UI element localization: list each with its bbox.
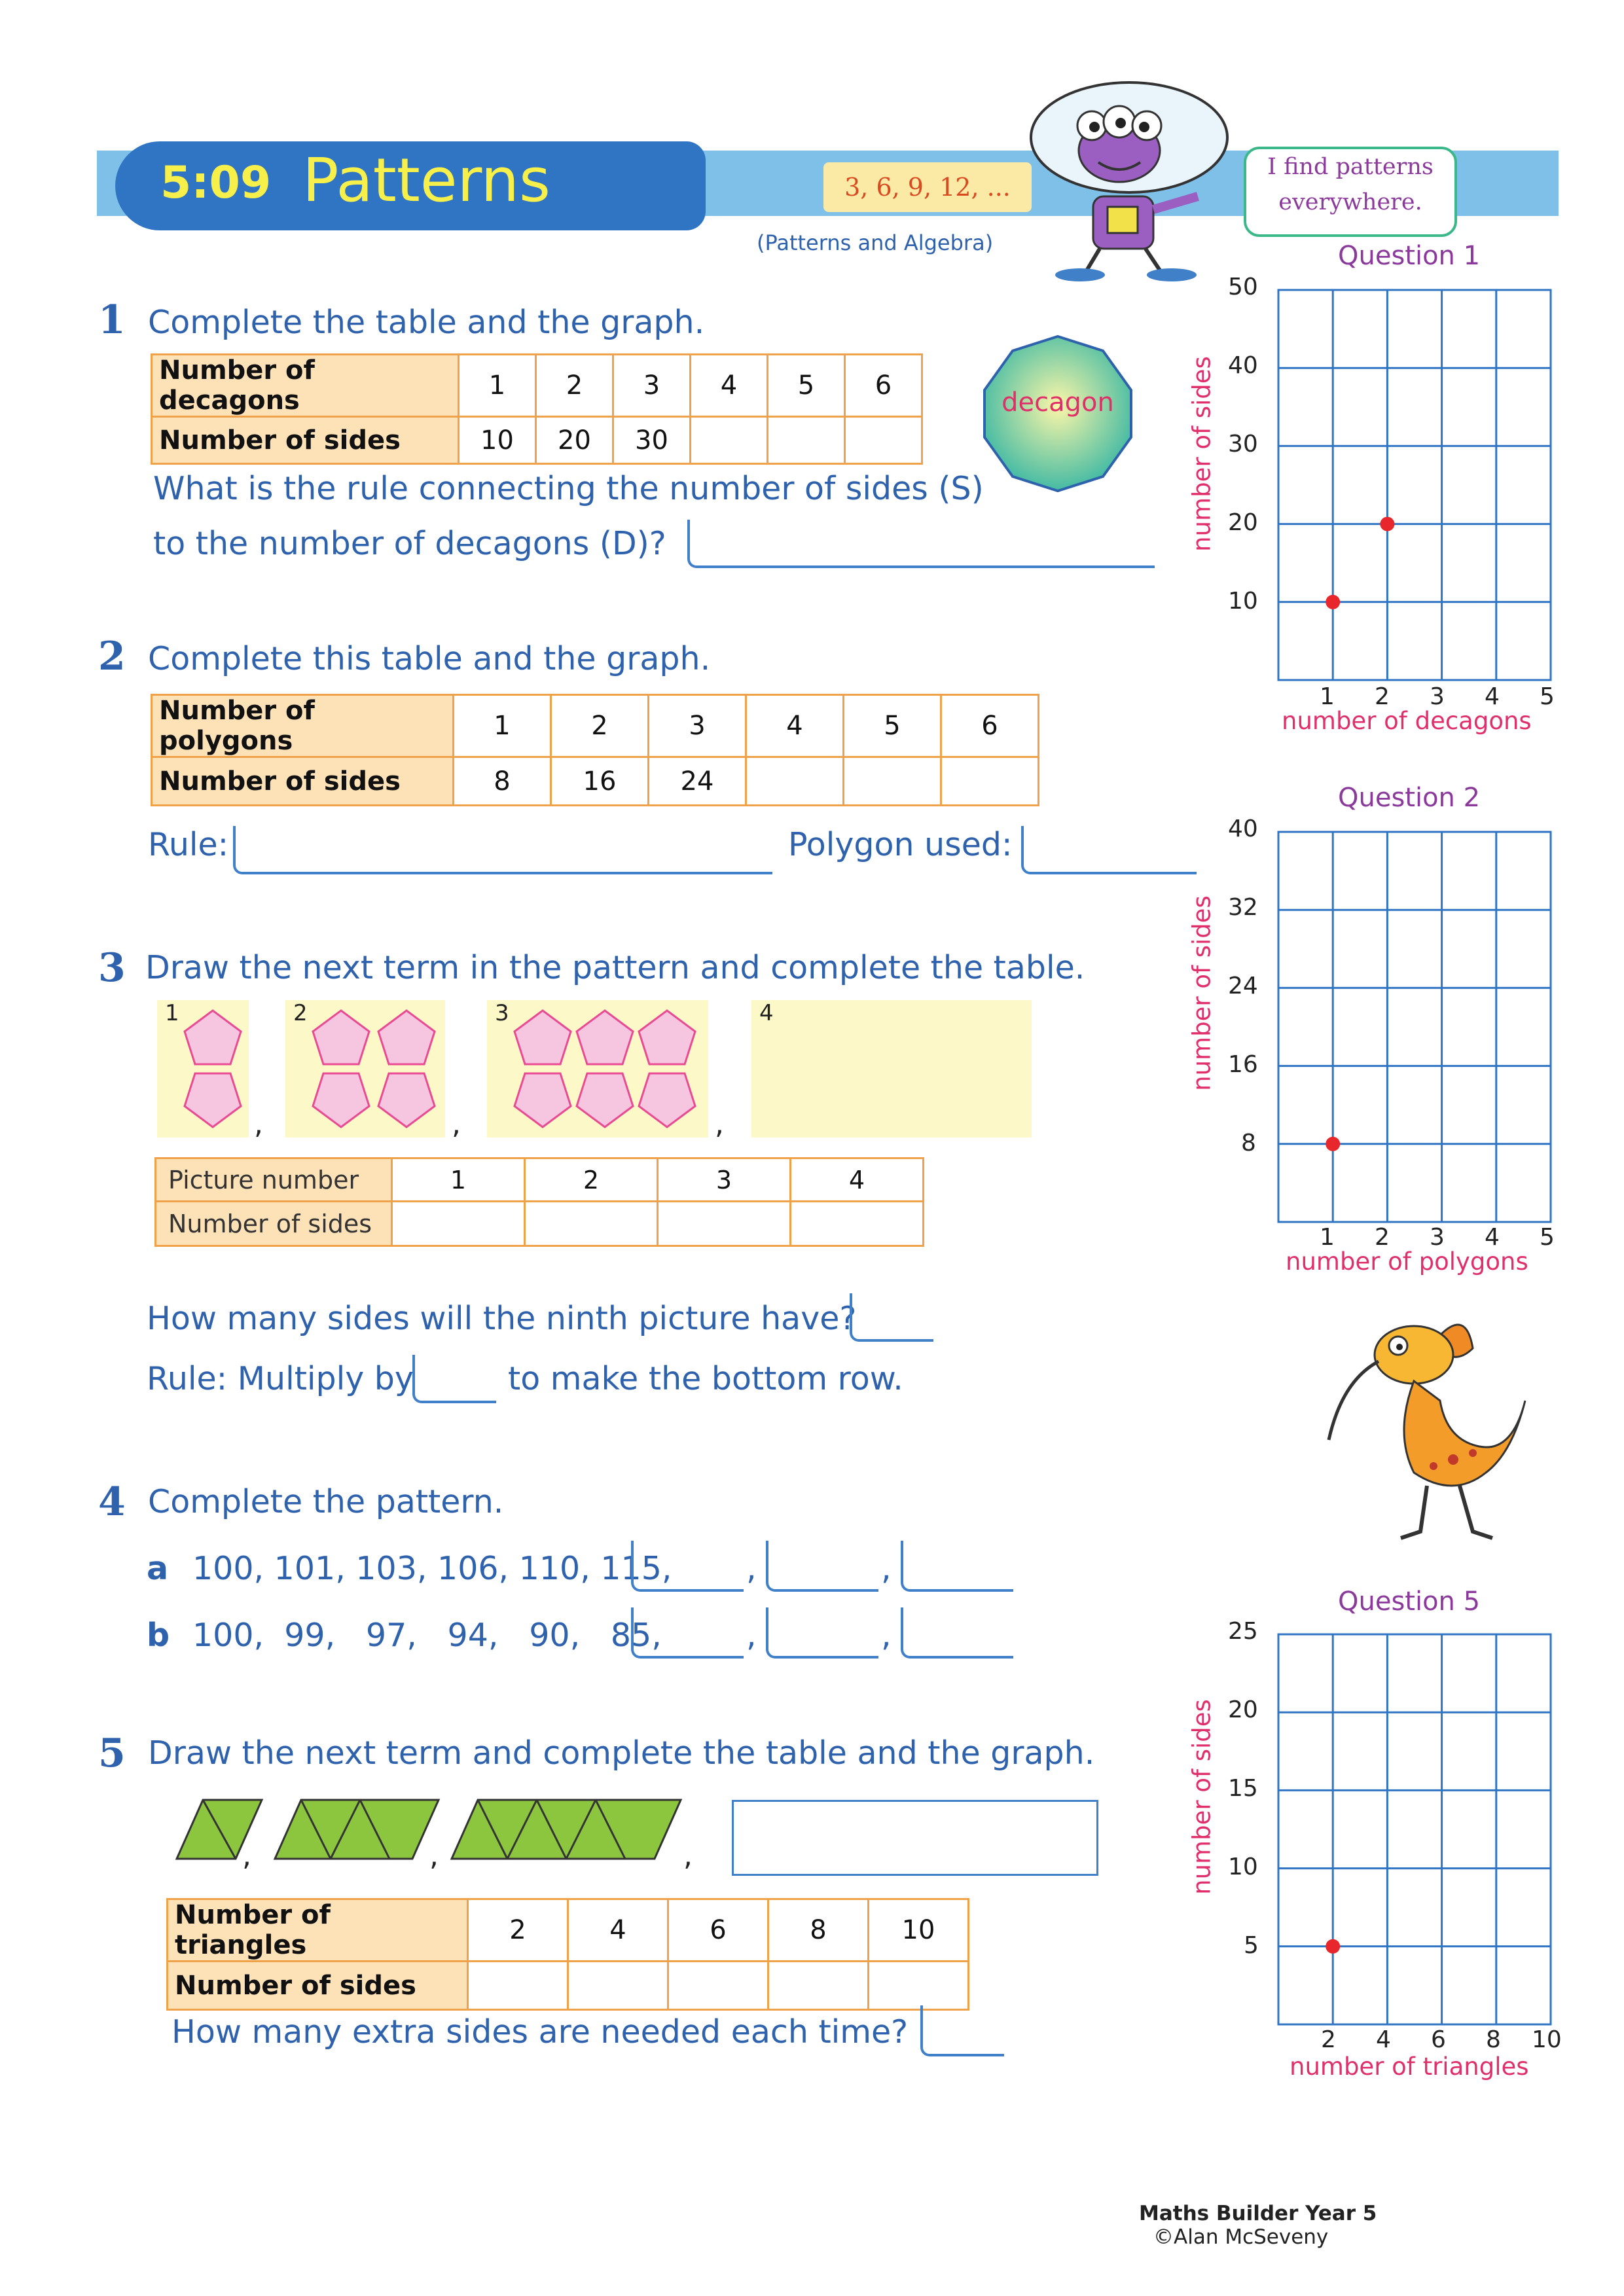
q2-cell: 6 <box>941 695 1039 757</box>
q3-comma: , <box>254 1107 263 1141</box>
q5-cell: 2 <box>468 1899 568 1962</box>
data-point <box>1326 1939 1340 1954</box>
q1-answer-cell[interactable] <box>845 417 922 464</box>
graph-1-x-tick: 2 <box>1375 683 1390 710</box>
graph-1-y-tick: 30 <box>1228 431 1258 457</box>
q1-rule-answer-field[interactable] <box>687 520 1155 568</box>
graph-2-x-tick: 1 <box>1320 1224 1335 1251</box>
q5-answer-cell[interactable] <box>768 1962 869 2010</box>
question-5-prompt: Draw the next term and complete the table and the graph. <box>148 1734 1095 1772</box>
q1-cell: 3 <box>613 355 691 417</box>
q2-answer-cell[interactable] <box>941 757 1039 806</box>
q3-term-4-drawing-area[interactable] <box>751 1000 1032 1138</box>
q3-table <box>154 1157 924 1247</box>
graph-2-x-axis-label: number of polygons <box>1286 1247 1528 1276</box>
graph-2-x-tick: 2 <box>1375 1224 1390 1251</box>
graph-5-x-tick: 8 <box>1486 2026 1501 2053</box>
q2-rule-answer-field[interactable] <box>233 826 772 874</box>
graph-5-plot[interactable] <box>1276 1632 1553 2026</box>
graph-2-y-tick: 40 <box>1228 816 1258 842</box>
q1-row2-label: Number of sides <box>152 417 459 464</box>
graph-2-x-tick: 4 <box>1485 1224 1500 1251</box>
q5-answer-cell[interactable] <box>869 1962 969 2010</box>
q3-answer-cell[interactable] <box>658 1202 791 1246</box>
q5-answer-cell[interactable] <box>468 1962 568 2010</box>
q3-row2-label: Number of sides <box>156 1202 392 1246</box>
graph-5-y-tick: 20 <box>1228 1696 1258 1723</box>
graph-1-y-tick: 40 <box>1228 352 1258 379</box>
q4-comma: , <box>881 1617 892 1654</box>
graph-1-x-tick: 4 <box>1485 683 1500 710</box>
graph-1-x-tick: 5 <box>1540 683 1555 710</box>
graph-1-plot[interactable] <box>1276 288 1553 682</box>
q1-rule-question-line1: What is the rule connecting the number of sides (S) <box>153 470 984 507</box>
q4-comma: , <box>746 1550 757 1587</box>
q1-row1-label: Number of decagons <box>152 355 459 417</box>
graph-1-x-axis-label: number of decagons <box>1282 707 1532 735</box>
q3-ninth-answer-field[interactable] <box>850 1293 933 1342</box>
q1-cell: 4 <box>691 355 768 417</box>
q3-row1-label: Picture number <box>156 1158 392 1202</box>
q2-answer-cell[interactable]: 24 <box>649 757 746 806</box>
q2-answer-cell[interactable] <box>844 757 941 806</box>
graph-frame <box>1278 832 1551 1222</box>
footer-copyright: ©Alan McSeveny <box>1153 2225 1329 2249</box>
question-2-prompt: Complete this table and the graph. <box>148 640 711 677</box>
q4-comma: , <box>881 1550 892 1587</box>
q1-answer-cell[interactable] <box>691 417 768 464</box>
q5-answer-cell[interactable] <box>568 1962 668 2010</box>
dragon-illustration <box>1316 1309 1532 1558</box>
q3-cell: 1 <box>392 1158 525 1202</box>
graph-5-y-tick: 25 <box>1228 1618 1258 1645</box>
q2-polygon-label: Polygon used: <box>788 826 1013 863</box>
graph-5-x-axis-label: number of triangles <box>1290 2053 1529 2081</box>
graph-5-x-tick: 10 <box>1532 2026 1562 2053</box>
question-1-number: 1 <box>98 297 126 343</box>
q2-polygon-answer-field[interactable] <box>1021 826 1197 874</box>
footer-book-title: Maths Builder Year 5 <box>1139 2202 1377 2225</box>
q3-term-4-number: 4 <box>759 1000 774 1026</box>
graph-2-y-tick: 8 <box>1241 1130 1256 1157</box>
page-title: Patterns <box>302 145 550 215</box>
q1-answer-cell[interactable]: 10 <box>459 417 536 464</box>
data-point <box>1326 595 1340 609</box>
q5-comma: , <box>242 1839 251 1873</box>
q4-part-b-label: b <box>147 1617 170 1654</box>
graph-1-y-tick: 20 <box>1228 509 1258 536</box>
q4-part-a-label: a <box>147 1550 169 1587</box>
graph-1-y-tick: 50 <box>1228 274 1258 300</box>
q4-part-b-sequence: 100, 99, 97, 94, 90, 85, <box>192 1617 662 1654</box>
graph-2-x-tick: 5 <box>1540 1224 1555 1251</box>
q3-comma: , <box>452 1107 461 1141</box>
graph-5-title: Question 5 <box>1338 1587 1481 1617</box>
q3-multiplier-answer-field[interactable] <box>412 1355 496 1403</box>
q4b-answer-field-3[interactable] <box>901 1607 1013 1659</box>
data-point <box>1380 517 1394 531</box>
q4a-answer-field-2[interactable] <box>766 1541 878 1592</box>
q2-answer-cell[interactable]: 8 <box>454 757 551 806</box>
graph-1-x-tick: 3 <box>1430 683 1445 710</box>
q1-cell: 6 <box>845 355 922 417</box>
graph-5-y-axis-label: number of sides <box>1187 1699 1216 1895</box>
lesson-number: 5:09 <box>160 157 272 209</box>
q1-answer-cell[interactable] <box>768 417 845 464</box>
graph-1-y-axis-label: number of sides <box>1187 356 1216 552</box>
strand-label: (Patterns and Algebra) <box>757 230 994 255</box>
q2-cell: 1 <box>454 695 551 757</box>
q2-table <box>151 694 1039 806</box>
q1-cell: 1 <box>459 355 536 417</box>
q3-comma: , <box>715 1107 724 1141</box>
q2-cell: 4 <box>746 695 844 757</box>
q2-cell: 3 <box>649 695 746 757</box>
question-5-number: 5 <box>98 1731 126 1776</box>
q3-answer-cell[interactable] <box>791 1202 924 1246</box>
q1-rule-question-line2: to the number of decagons (D)? <box>153 525 666 562</box>
question-1-prompt: Complete the table and the graph. <box>148 304 705 341</box>
q4a-answer-field-3[interactable] <box>901 1541 1013 1592</box>
q1-table <box>151 353 923 465</box>
q5-extra-sides-question: How many extra sides are needed each time? <box>171 2013 909 2051</box>
q3-term-3-number: 3 <box>495 1000 509 1026</box>
q1-answer-cell[interactable]: 20 <box>536 417 613 464</box>
q4-part-a-sequence: 100, 101, 103, 106, 110, 115, <box>192 1550 672 1587</box>
speech-bubble: I find patterns everywhere. <box>1244 147 1457 237</box>
graph-1-title: Question 1 <box>1338 241 1481 271</box>
q3-answer-cell[interactable] <box>392 1202 525 1246</box>
q3-term-1-pentagons <box>177 1005 249 1136</box>
q4a-answer-field-1[interactable] <box>631 1541 744 1592</box>
q3-term-2-pentagons <box>305 1005 446 1136</box>
q2-rule-label: Rule: <box>148 826 229 863</box>
graph-frame <box>1278 290 1551 680</box>
graph-5-y-tick: 15 <box>1228 1775 1258 1802</box>
q4-comma: , <box>746 1617 757 1654</box>
q5-row1-label: Number of triangles <box>168 1899 468 1962</box>
question-3-prompt: Draw the next term in the pattern and complete the table. <box>145 949 1085 986</box>
graph-frame <box>1278 1634 1551 2024</box>
q3-term-1-number: 1 <box>165 1000 179 1026</box>
q3-term-3-pentagons <box>507 1005 710 1136</box>
q5-cell: 8 <box>768 1899 869 1962</box>
graph-2-y-tick: 16 <box>1228 1051 1258 1078</box>
q4b-answer-field-1[interactable] <box>631 1607 744 1659</box>
graph-2-y-tick: 32 <box>1228 894 1258 921</box>
graph-2-y-tick: 24 <box>1228 973 1258 999</box>
q5-cell: 10 <box>869 1899 969 1962</box>
q3-term-2-number: 2 <box>293 1000 308 1026</box>
question-4-prompt: Complete the pattern. <box>148 1483 504 1520</box>
q2-row1-label: Number of polygons <box>152 695 454 757</box>
q2-cell: 5 <box>844 695 941 757</box>
q2-answer-cell[interactable] <box>746 757 844 806</box>
graph-5-x-tick: 4 <box>1376 2026 1391 2053</box>
graph-5-y-tick: 5 <box>1244 1932 1259 1959</box>
q1-cell: 5 <box>768 355 845 417</box>
q5-answer-cell[interactable] <box>668 1962 768 2010</box>
q5-row2-label: Number of sides <box>168 1962 468 2010</box>
q3-rule-prefix: Rule: Multiply by <box>147 1360 414 1397</box>
graph-5-x-tick: 6 <box>1431 2026 1446 2053</box>
graph-2-y-axis-label: number of sides <box>1187 895 1216 1091</box>
q5-next-term-drawing-area[interactable] <box>732 1800 1098 1876</box>
q3-answer-cell[interactable] <box>525 1202 658 1246</box>
q5-comma: , <box>683 1839 693 1873</box>
graph-5-y-tick: 10 <box>1228 1854 1258 1880</box>
q5-extra-sides-answer-field[interactable] <box>920 2005 1004 2056</box>
q3-cell: 3 <box>658 1158 791 1202</box>
alien-mascot-illustration <box>1021 79 1237 281</box>
graph-2-x-tick: 3 <box>1430 1224 1445 1251</box>
data-point <box>1326 1137 1340 1151</box>
graph-1-y-tick: 10 <box>1228 588 1258 615</box>
q3-ninth-question: How many sides will the ninth picture have? <box>147 1300 857 1337</box>
graph-5-x-tick: 2 <box>1321 2026 1336 2053</box>
question-2-number: 2 <box>98 634 126 679</box>
q4b-answer-field-2[interactable] <box>766 1607 878 1659</box>
q1-answer-cell[interactable]: 30 <box>613 417 691 464</box>
question-4-number: 4 <box>98 1479 126 1525</box>
question-3-number: 3 <box>98 945 126 991</box>
q1-cell: 2 <box>536 355 613 417</box>
q5-cell: 6 <box>668 1899 768 1962</box>
q2-cell: 2 <box>551 695 649 757</box>
q5-table <box>166 1898 969 2011</box>
graph-1-x-tick: 1 <box>1320 683 1335 710</box>
q3-cell: 2 <box>525 1158 658 1202</box>
q2-answer-cell[interactable]: 16 <box>551 757 649 806</box>
sequence-hint: 3, 6, 9, 12, ... <box>823 162 1032 212</box>
graph-2-title: Question 2 <box>1338 783 1481 813</box>
decagon-label: decagon <box>1001 387 1114 418</box>
q2-row2-label: Number of sides <box>152 757 454 806</box>
graph-2-plot[interactable] <box>1276 830 1553 1224</box>
q3-rule-suffix: to make the bottom row. <box>508 1360 903 1397</box>
q3-cell: 4 <box>791 1158 924 1202</box>
q5-cell: 4 <box>568 1899 668 1962</box>
q5-comma: , <box>429 1839 439 1873</box>
